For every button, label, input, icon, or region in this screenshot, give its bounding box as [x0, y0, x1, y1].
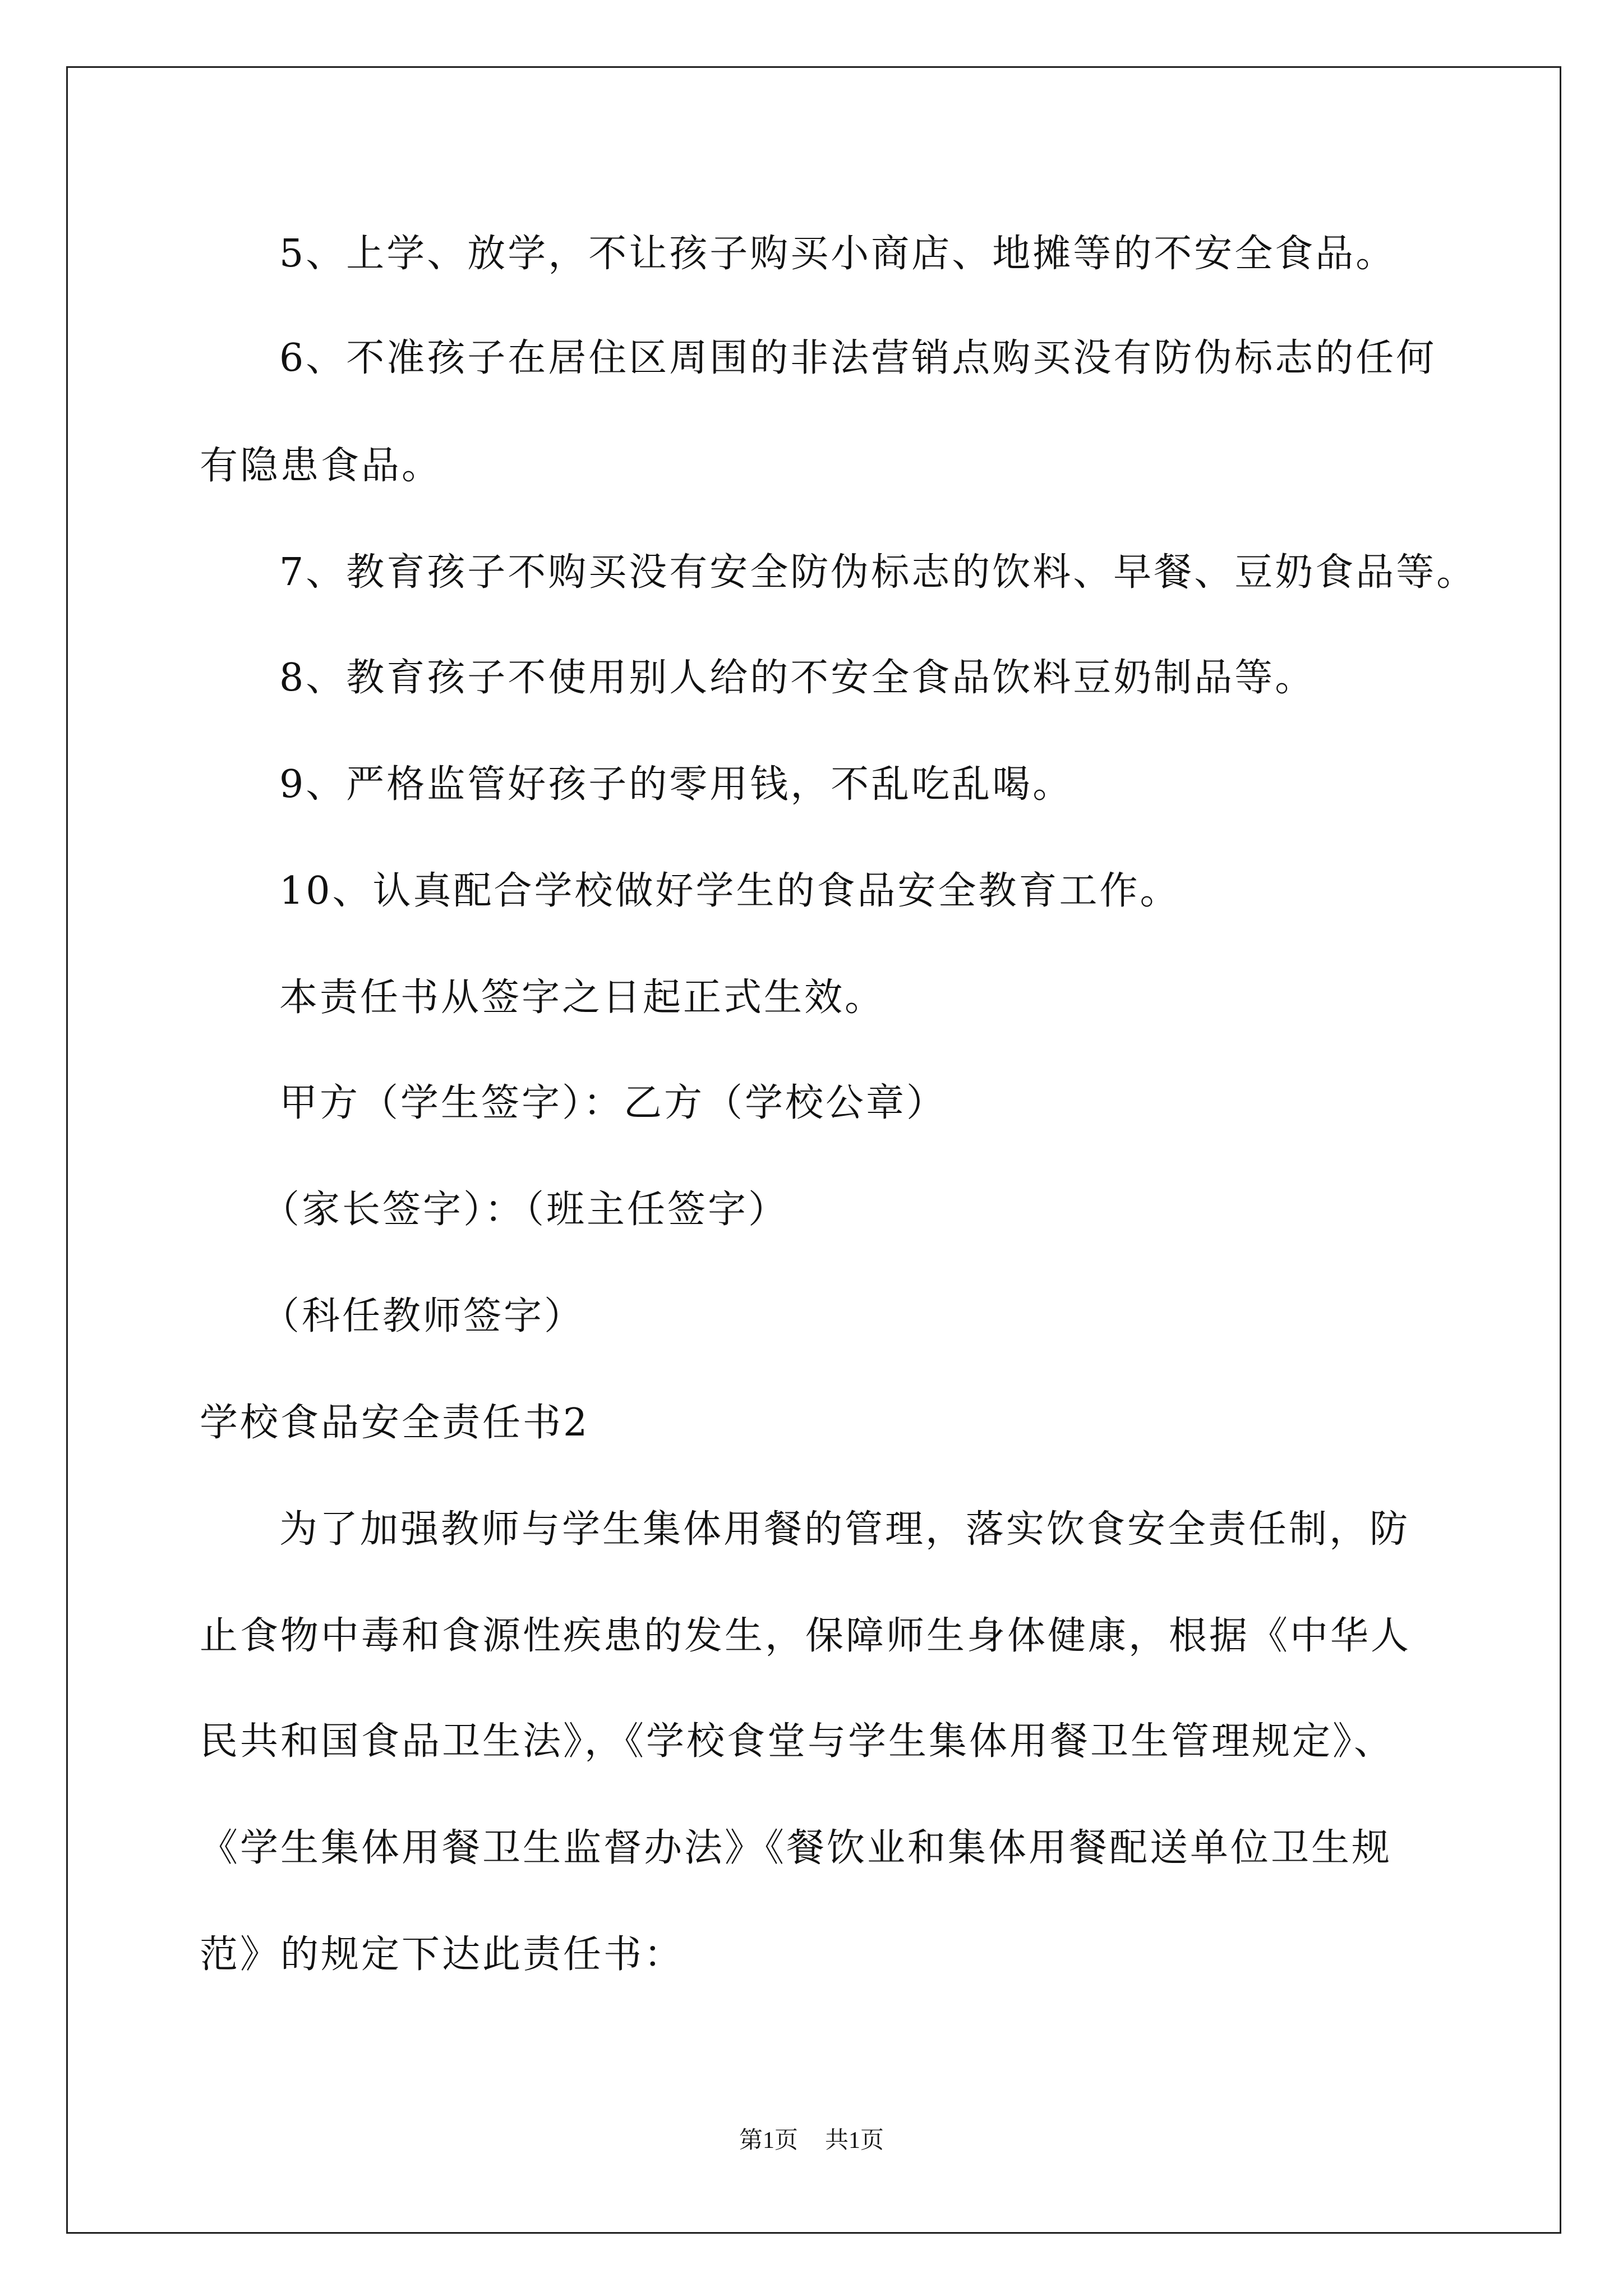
page-footer — [0, 2125, 1623, 2156]
item-7-line: 7、教育孩子不购买没有安全防伪标志的饮料、早餐、豆奶食品等。 — [279, 550, 1477, 595]
item-10-line: 10、认真配合学校做好学生的食品安全教育工作。 — [279, 869, 1181, 913]
item-8-line: 8、教育孩子不使用别人给的不安全食品饮料豆奶制品等。 — [279, 656, 1316, 700]
page-number: 第1页 — [739, 2128, 798, 2154]
item-6-continuation: 有隐患食品。 — [200, 444, 442, 488]
effective-clause: 本责任书从签字之日起正式生效。 — [279, 976, 886, 1020]
signature-party-line: 甲方（学生签字）：乙方（学校公章） — [279, 1081, 947, 1125]
intro-paragraph-line-5: 范》的规定下达此责任书： — [200, 1932, 685, 1977]
item-5-line: 5、上学、放学，不让孩子购买小商店、地摊等的不安全食品。 — [279, 232, 1396, 276]
intro-paragraph-line-3: 民共和国食品卫生法》，《学校食堂与学生集体用餐卫生管理规定》、 — [200, 1719, 1395, 1764]
signature-parent-line: （家长签字）：（班主任签字） — [261, 1188, 789, 1232]
item-9-line: 9、严格监管好孩子的零用钱，不乱吃乱喝。 — [279, 762, 1073, 807]
intro-paragraph-line-4: 《学生集体用餐卫生监督办法》《餐饮业和集体用餐配送单位卫生规 — [200, 1826, 1393, 1870]
signature-teacher-line: （科任教师签字） — [261, 1294, 585, 1338]
intro-paragraph-line-1: 为了加强教师与学生集体用餐的管理，落实饮食安全责任制，防 — [279, 1507, 1410, 1552]
section-heading: 学校食品安全责任书2 — [200, 1401, 590, 1445]
item-6-line: 6、不准孩子在居住区周围的非法营销点购买没有防伪标志的任何 — [279, 336, 1437, 380]
intro-paragraph-line-2: 止食物中毒和食源性疾患的发生，保障师生身体健康，根据《中华人 — [200, 1614, 1412, 1658]
total-pages: 共1页 — [825, 2128, 884, 2154]
page-border — [66, 66, 1561, 2234]
